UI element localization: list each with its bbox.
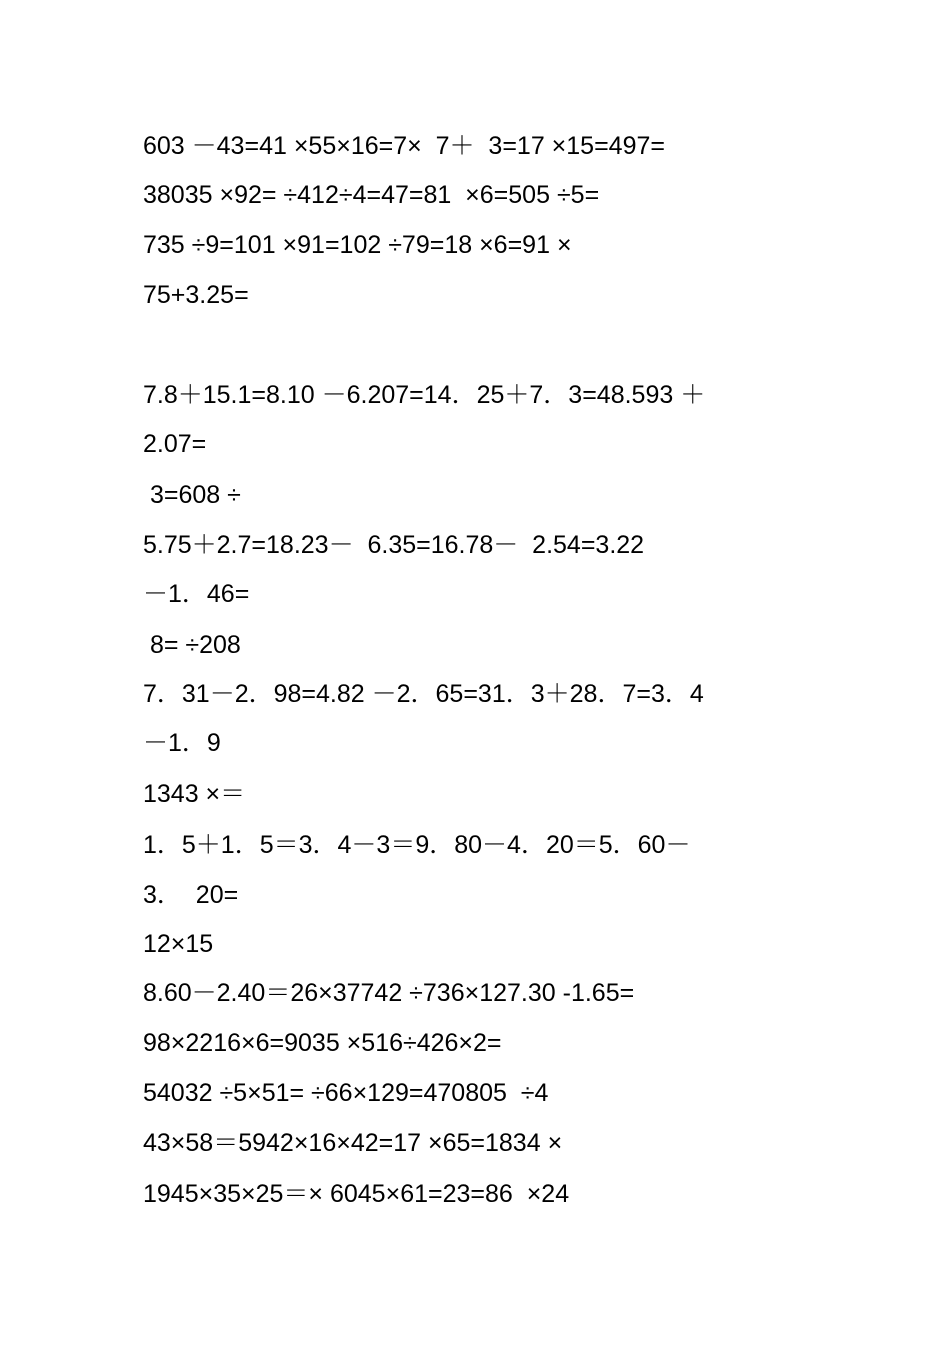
text-line-5: 7.8＋15.1=8.10 －6.207=14．25＋7．3=48.593 ＋ [143, 381, 706, 409]
text-line-21: 1945×35×25＝× 6045×61=23=86 ×24 [143, 1180, 570, 1208]
text-line-14: 1．5＋1．5＝3．4－3＝9．80－4．20＝5．60－ [143, 831, 691, 859]
text-line-13: 1343 ×＝ [143, 780, 246, 808]
text-line-4: 75+3.25= [143, 281, 249, 309]
text-line-3: 735 ÷9=101 ×91=102 ÷79=18 ×6=91 × [143, 231, 572, 259]
text-line-15: 3． 20= [143, 881, 239, 909]
text-line-11: 7．31－2．98=4.82 －2．65=31．3＋28．7=3．4 [143, 680, 704, 708]
text-line-8: 5.75＋2.7=18.23－ 6.35=16.78－ 2.54=3.22 [143, 531, 645, 559]
text-line-20: 43×58＝5942×16×42=17 ×65=1834 × [143, 1129, 563, 1157]
text-line-7: 3=608 ÷ [143, 481, 241, 509]
text-line-12: －1．9 [143, 729, 221, 757]
text-line-6: 2.07= [143, 430, 207, 458]
text-line-16: 12×15 [143, 930, 214, 958]
text-line-9: －1．46= [143, 580, 250, 608]
text-line-18: 98×2216×6=9035 ×516÷426×2= [143, 1029, 502, 1057]
text-line-2: 38035 ×92= ÷412÷4=47=81 ×6=505 ÷5= [143, 181, 600, 209]
text-line-1: 603 －43=41 ×55×16=7× 7＋ 3=17 ×15=497= [143, 132, 665, 160]
text-line-10: 8= ÷208 [143, 631, 241, 659]
text-line-19: 54032 ÷5×51= ÷66×129=470805 ÷4 [143, 1079, 549, 1107]
text-line-17: 8.60－2.40＝26×37742 ÷736×127.30 -1.65= [143, 979, 635, 1007]
